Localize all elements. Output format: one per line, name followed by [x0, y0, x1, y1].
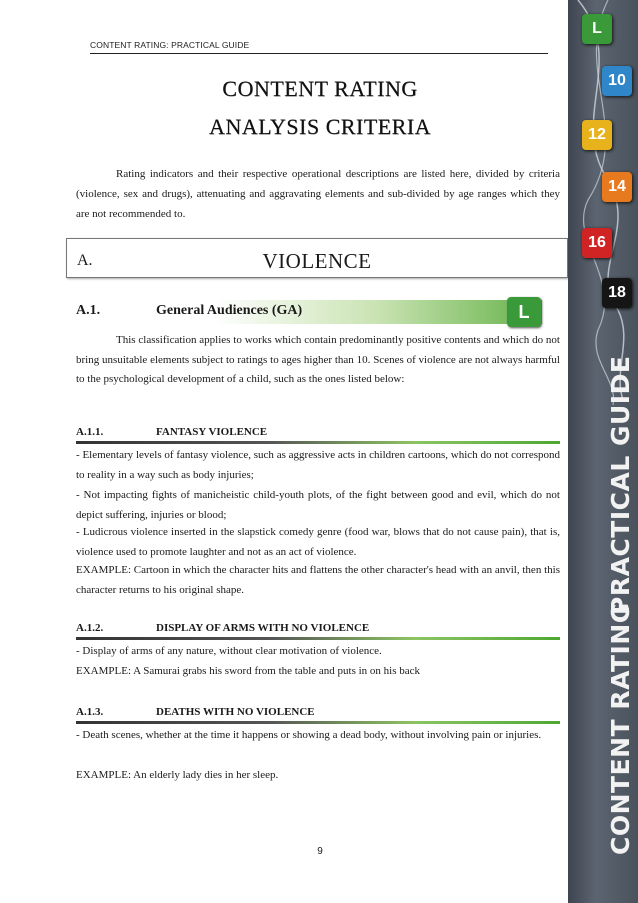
list-item: - Not impacting fights of manicheistic child-youth plots, of the fight between good and evil, which do not depict suffering, injuries or blood; — [76, 489, 560, 521]
sidebar-vertical-title-content-rating: CONTENT RATING — [606, 602, 635, 855]
subsection-number: A.1. — [76, 303, 101, 318]
rating-badge-10: 10 — [602, 66, 632, 96]
list-item: - Elementary levels of fantasy violence, such as aggressive acts in children cartoons, which do not correspond to reality in a way such as body injuries; — [76, 449, 560, 481]
list-item: - Display of arms of any nature, without clear motivation of violence. — [76, 645, 382, 657]
category-underline — [76, 441, 560, 444]
rating-badge-l: L — [507, 297, 541, 327]
section-letter: A. — [77, 252, 93, 269]
rating-badge-l-sidebar: L — [582, 14, 612, 44]
category-title: DEATHS WITH NO VIOLENCE — [156, 706, 315, 718]
sidebar-vertical-title-practical-guide: PRACTICAL GUIDE — [606, 355, 635, 615]
category-title: FANTASY VIOLENCE — [156, 426, 268, 438]
category-underline — [76, 721, 560, 724]
rating-badge-14: 14 — [602, 172, 632, 202]
category-number: A.1.3. — [76, 706, 104, 718]
category-heading — [76, 426, 560, 441]
category-title: DISPLAY OF ARMS WITH NO VIOLENCE — [156, 622, 370, 634]
page-title-line-1: CONTENT RATING — [222, 76, 418, 101]
category-heading — [76, 706, 560, 721]
category-number: A.1.2. — [76, 622, 104, 634]
category-number: A.1.1. — [76, 426, 104, 438]
page-title-line-2: ANALYSIS CRITERIA — [208, 114, 432, 139]
example-text: EXAMPLE: An elderly lady dies in her sleep. — [76, 769, 279, 781]
example-text: EXAMPLE: A Samurai grabs his sword from the table and puts in on his back — [76, 665, 421, 677]
rating-badge-16: 16 — [582, 228, 612, 258]
section-heading-box — [66, 238, 568, 278]
list-item: - Ludicrous violence inserted in the slapstick comedy genre (food war, blows that do not cause pain), that is, violence used to promote laughter and not as an act of violence. — [76, 526, 560, 558]
subsection-heading-bar — [72, 300, 542, 324]
intro-paragraph: Rating indicators and their respective operational descriptions are listed here, divided by criteria (violence, sex and drugs), attenuating and aggravating elements and sub-divided by age ranges which they are not recommended to. — [76, 168, 560, 220]
subsection-title: General Audiences (GA) — [156, 303, 303, 318]
example-text: EXAMPLE: Cartoon in which the character hits and flattens the other character's head with an anvil, then this character returns to his original shape. — [76, 564, 560, 596]
category-underline — [76, 637, 560, 640]
section-title: VIOLENCE — [262, 249, 372, 273]
list-item: - Death scenes, whether at the time it happens or showing a dead body, without involving pain or injuries. — [76, 729, 542, 741]
category-heading — [76, 622, 560, 637]
rating-badge-18: 18 — [602, 278, 632, 308]
page-number: 9 — [317, 846, 323, 857]
running-header: CONTENT RATING: PRACTICAL GUIDE — [90, 40, 548, 54]
subsection-body: This classification applies to works which contain predominantly positive contents and which do not bring unsuitable elements subject to ratings to ages higher than 10. Scenes of violence are not always harmful to the psychological development of a child, such as the ones listed below: — [76, 334, 560, 385]
rating-badge-12: 12 — [582, 120, 612, 150]
